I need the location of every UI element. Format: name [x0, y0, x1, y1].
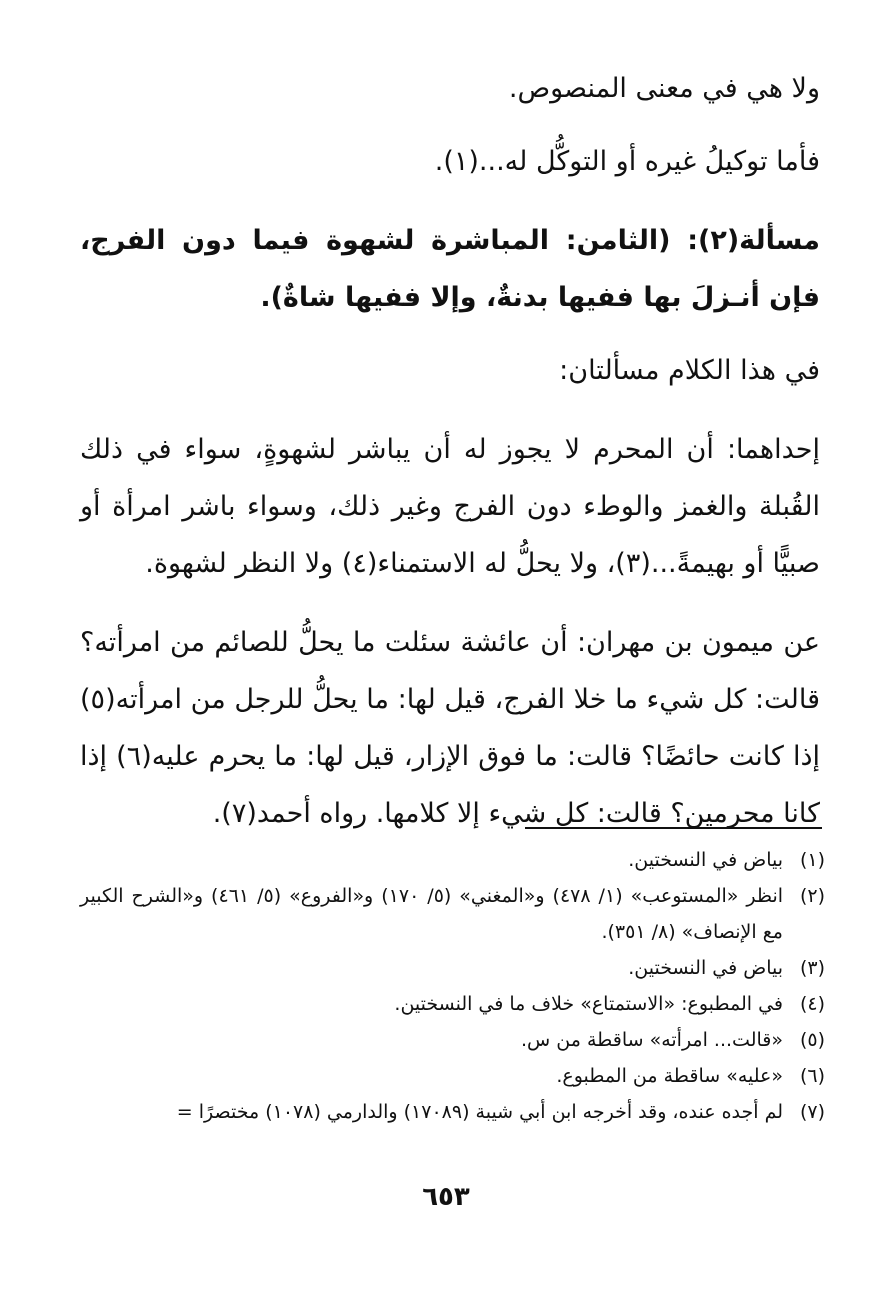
footnote-number: (٢)	[799, 885, 825, 907]
footnotes	[80, 842, 825, 1130]
footnote-number: (٦)	[799, 1065, 825, 1087]
footnote-number: (٧)	[799, 1101, 825, 1123]
intro-line: ولا هي في معنى المنصوص.	[508, 73, 820, 104]
masala-text: (الثامن: المباشرة لشهوة فيما دون الفرج، فإن أنـزلَ بها ففيها بدنةٌ، وإلا ففيها شاةٌ).	[80, 225, 820, 313]
footnote-text: «قالت... امرأته» ساقطة من س.	[521, 1029, 783, 1051]
footnote-text: بياض في النسختين.	[628, 957, 783, 979]
footnote-text: لم أجده عنده، وقد أخرجه ابن أبي شيبة (١٧٠٨٩) والدارمي (١٠٧٨) مختصرًا =	[176, 1101, 783, 1123]
footnote-text: «عليه» ساقطة من المطبوع.	[556, 1065, 783, 1087]
footnote-item	[80, 950, 825, 986]
masala-paragraph	[80, 212, 820, 326]
footnote-item	[80, 1022, 825, 1058]
footnote-number: (٤)	[799, 993, 825, 1015]
footnote-item	[80, 1094, 825, 1130]
main-text	[80, 60, 820, 842]
footnote-text: في المطبوع: «الاستمتاع» خلاف ما في النسختين.	[394, 993, 783, 1015]
footnote-number: (٣)	[799, 957, 825, 979]
footnote-item	[80, 878, 825, 950]
footnote-item	[80, 986, 825, 1022]
page-number: ٦٥٣	[422, 1182, 470, 1212]
two-issues-line: في هذا الكلام مسألتان:	[559, 355, 820, 386]
footnote-item	[80, 1058, 825, 1094]
tawkil-line: فأما توكيلُ غيره أو التوكُّل له...(١).	[434, 146, 820, 177]
footnote-separator	[525, 827, 822, 829]
footnote-item	[80, 842, 825, 878]
maymun-paragraph: عن ميمون بن مهران: أن عائشة سئلت ما يحلُّ للصائم من امرأته؟ قالت: كل شيء ما خلا الفرج، قيل لها: ما يحلُّ للرجل من امرأته(٥) إذا كانت حائضًا؟ قالت: ما فوق الإزار، قيل لها: ما يحرم عليه(٦) إذا كانا محرمين؟ قالت: كل شيء إلا كلامها. رواه أحمد(٧).	[80, 627, 820, 829]
first-issue-paragraph: إحداهما: أن المحرم لا يجوز له أن يباشر لشهوةٍ، سواء في ذلك القُبلة والغمز والوطء دون الفرج وغير ذلك، وسواء باشر امرأة أو صبيًّا أو بهيمةً...(٣)، ولا يحلُّ له الاستمناء(٤) ولا النظر لشهوة.	[80, 434, 820, 579]
footnote-number: (١)	[799, 849, 825, 871]
footnote-text: انظر «المستوعب» (١/ ٤٧٨) و«المغني» (٥/ ١٧٠) و«الفروع» (٥/ ٤٦١) و«الشرح الكبير مع الإنصاف» (٨/ ٣٥١).	[80, 885, 784, 943]
footnote-number: (٥)	[799, 1029, 825, 1051]
masala-heading: مسألة(٢):	[687, 225, 820, 256]
footnote-text: بياض في النسختين.	[628, 849, 783, 871]
